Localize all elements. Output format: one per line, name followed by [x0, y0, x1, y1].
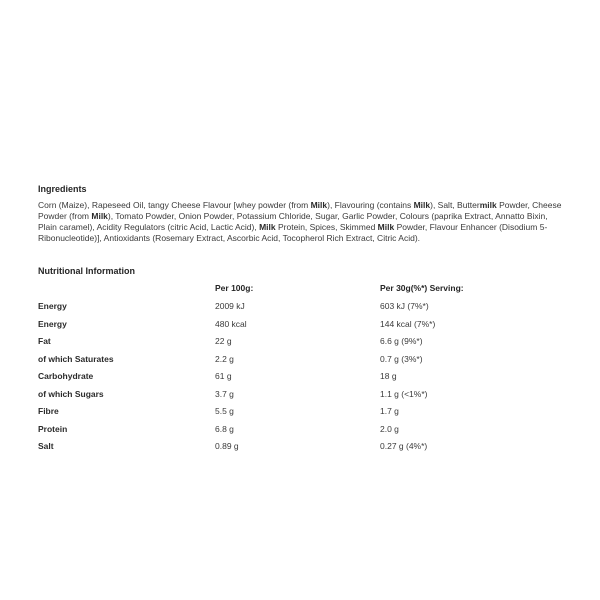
table-row [38, 441, 565, 459]
table-row [38, 319, 565, 337]
value-per-serving: 603 kJ (7%*) [380, 301, 429, 311]
column-header-per-100g: Per 100g: [215, 283, 254, 293]
allergen-emphasis: Milk [259, 222, 276, 232]
value-per100: 0.89 g [215, 441, 239, 451]
value-per-serving: 18 g [380, 371, 397, 381]
value-per100: 3.7 g [215, 388, 234, 399]
value-per100: 480 kcal [215, 318, 247, 329]
value-per-serving: 1.1 g (<1%*) [380, 388, 428, 399]
row-label: Energy [38, 301, 67, 311]
value-per-serving: 1.7 g [380, 406, 399, 416]
ingredients-text [38, 200, 565, 244]
ingredient-run: Protein, Spices, Skimmed [275, 222, 378, 232]
ingredient-run: ), Salt, Butter [430, 200, 480, 210]
value-per-serving: 0.7 g (3%*) [380, 353, 423, 364]
value-per-serving: 2.0 g [380, 423, 399, 434]
row-label: Fat [38, 336, 51, 346]
table-row [38, 424, 565, 442]
allergen-emphasis: Milk [377, 222, 395, 232]
ingredient-run: Powder, Flavour Enhancer (Disodium 5-Ribonucleotide)], Antioxidants (Rosemary Extract, Ascorbic Acid, Tocopherol Rich Extract, Citric Acid). [38, 222, 548, 243]
ingredient-run: Powder, Cheese Powder (from [38, 200, 562, 221]
table-row [38, 389, 565, 407]
value-per-serving: 144 kcal (7%*) [380, 318, 436, 329]
table-row [38, 301, 565, 319]
ingredient-run: Corn (Maize), Rapeseed Oil, tangy Cheese Flavour [whey powder (from [38, 200, 311, 210]
row-label: Fibre [38, 406, 59, 416]
ingredients-heading: Ingredients [38, 184, 87, 194]
value-per-serving: 0.27 g (4%*) [380, 441, 428, 451]
value-per100: 61 g [215, 371, 232, 381]
nutrition-table-body [38, 301, 565, 459]
allergen-emphasis: Milk [91, 211, 108, 221]
table-row [38, 406, 565, 424]
table-row [38, 371, 565, 389]
row-label: of which Saturates [38, 353, 114, 364]
table-row [38, 336, 565, 354]
value-per100: 2009 kJ [215, 301, 245, 311]
nutrition-heading: Nutritional Information [38, 266, 135, 276]
ingredient-run: ), Flavouring (contains [327, 200, 414, 210]
row-label: Carbohydrate [38, 371, 94, 381]
row-label: of which Sugars [38, 388, 104, 399]
row-label: Energy [38, 318, 67, 329]
table-row [38, 354, 565, 372]
value-per100: 22 g [215, 336, 232, 346]
value-per100: 2.2 g [215, 353, 234, 364]
value-per100: 6.8 g [215, 423, 234, 434]
row-label: Salt [38, 441, 54, 451]
nutrition-section [38, 266, 565, 459]
nutrition-table-header [38, 283, 565, 301]
column-header-per-serving: Per 30g(%*) Serving: [380, 283, 464, 293]
ingredient-run: ), Tomato Powder, Onion Powder, Potassium Chloride, Sugar, Garlic Powder, Colours (paprika Extract, Annatto Bixin, Plain caramel), Acidity Regulators (citric Acid, Lactic Acid), [38, 211, 548, 232]
value-per100: 5.5 g [215, 406, 234, 416]
value-per-serving: 6.6 g (9%*) [380, 336, 423, 346]
row-label: Protein [38, 423, 68, 434]
ingredients-section [38, 184, 565, 244]
allergen-emphasis: milk [479, 200, 497, 210]
allergen-emphasis: Milk [310, 200, 328, 210]
allergen-emphasis: Milk [413, 200, 431, 210]
